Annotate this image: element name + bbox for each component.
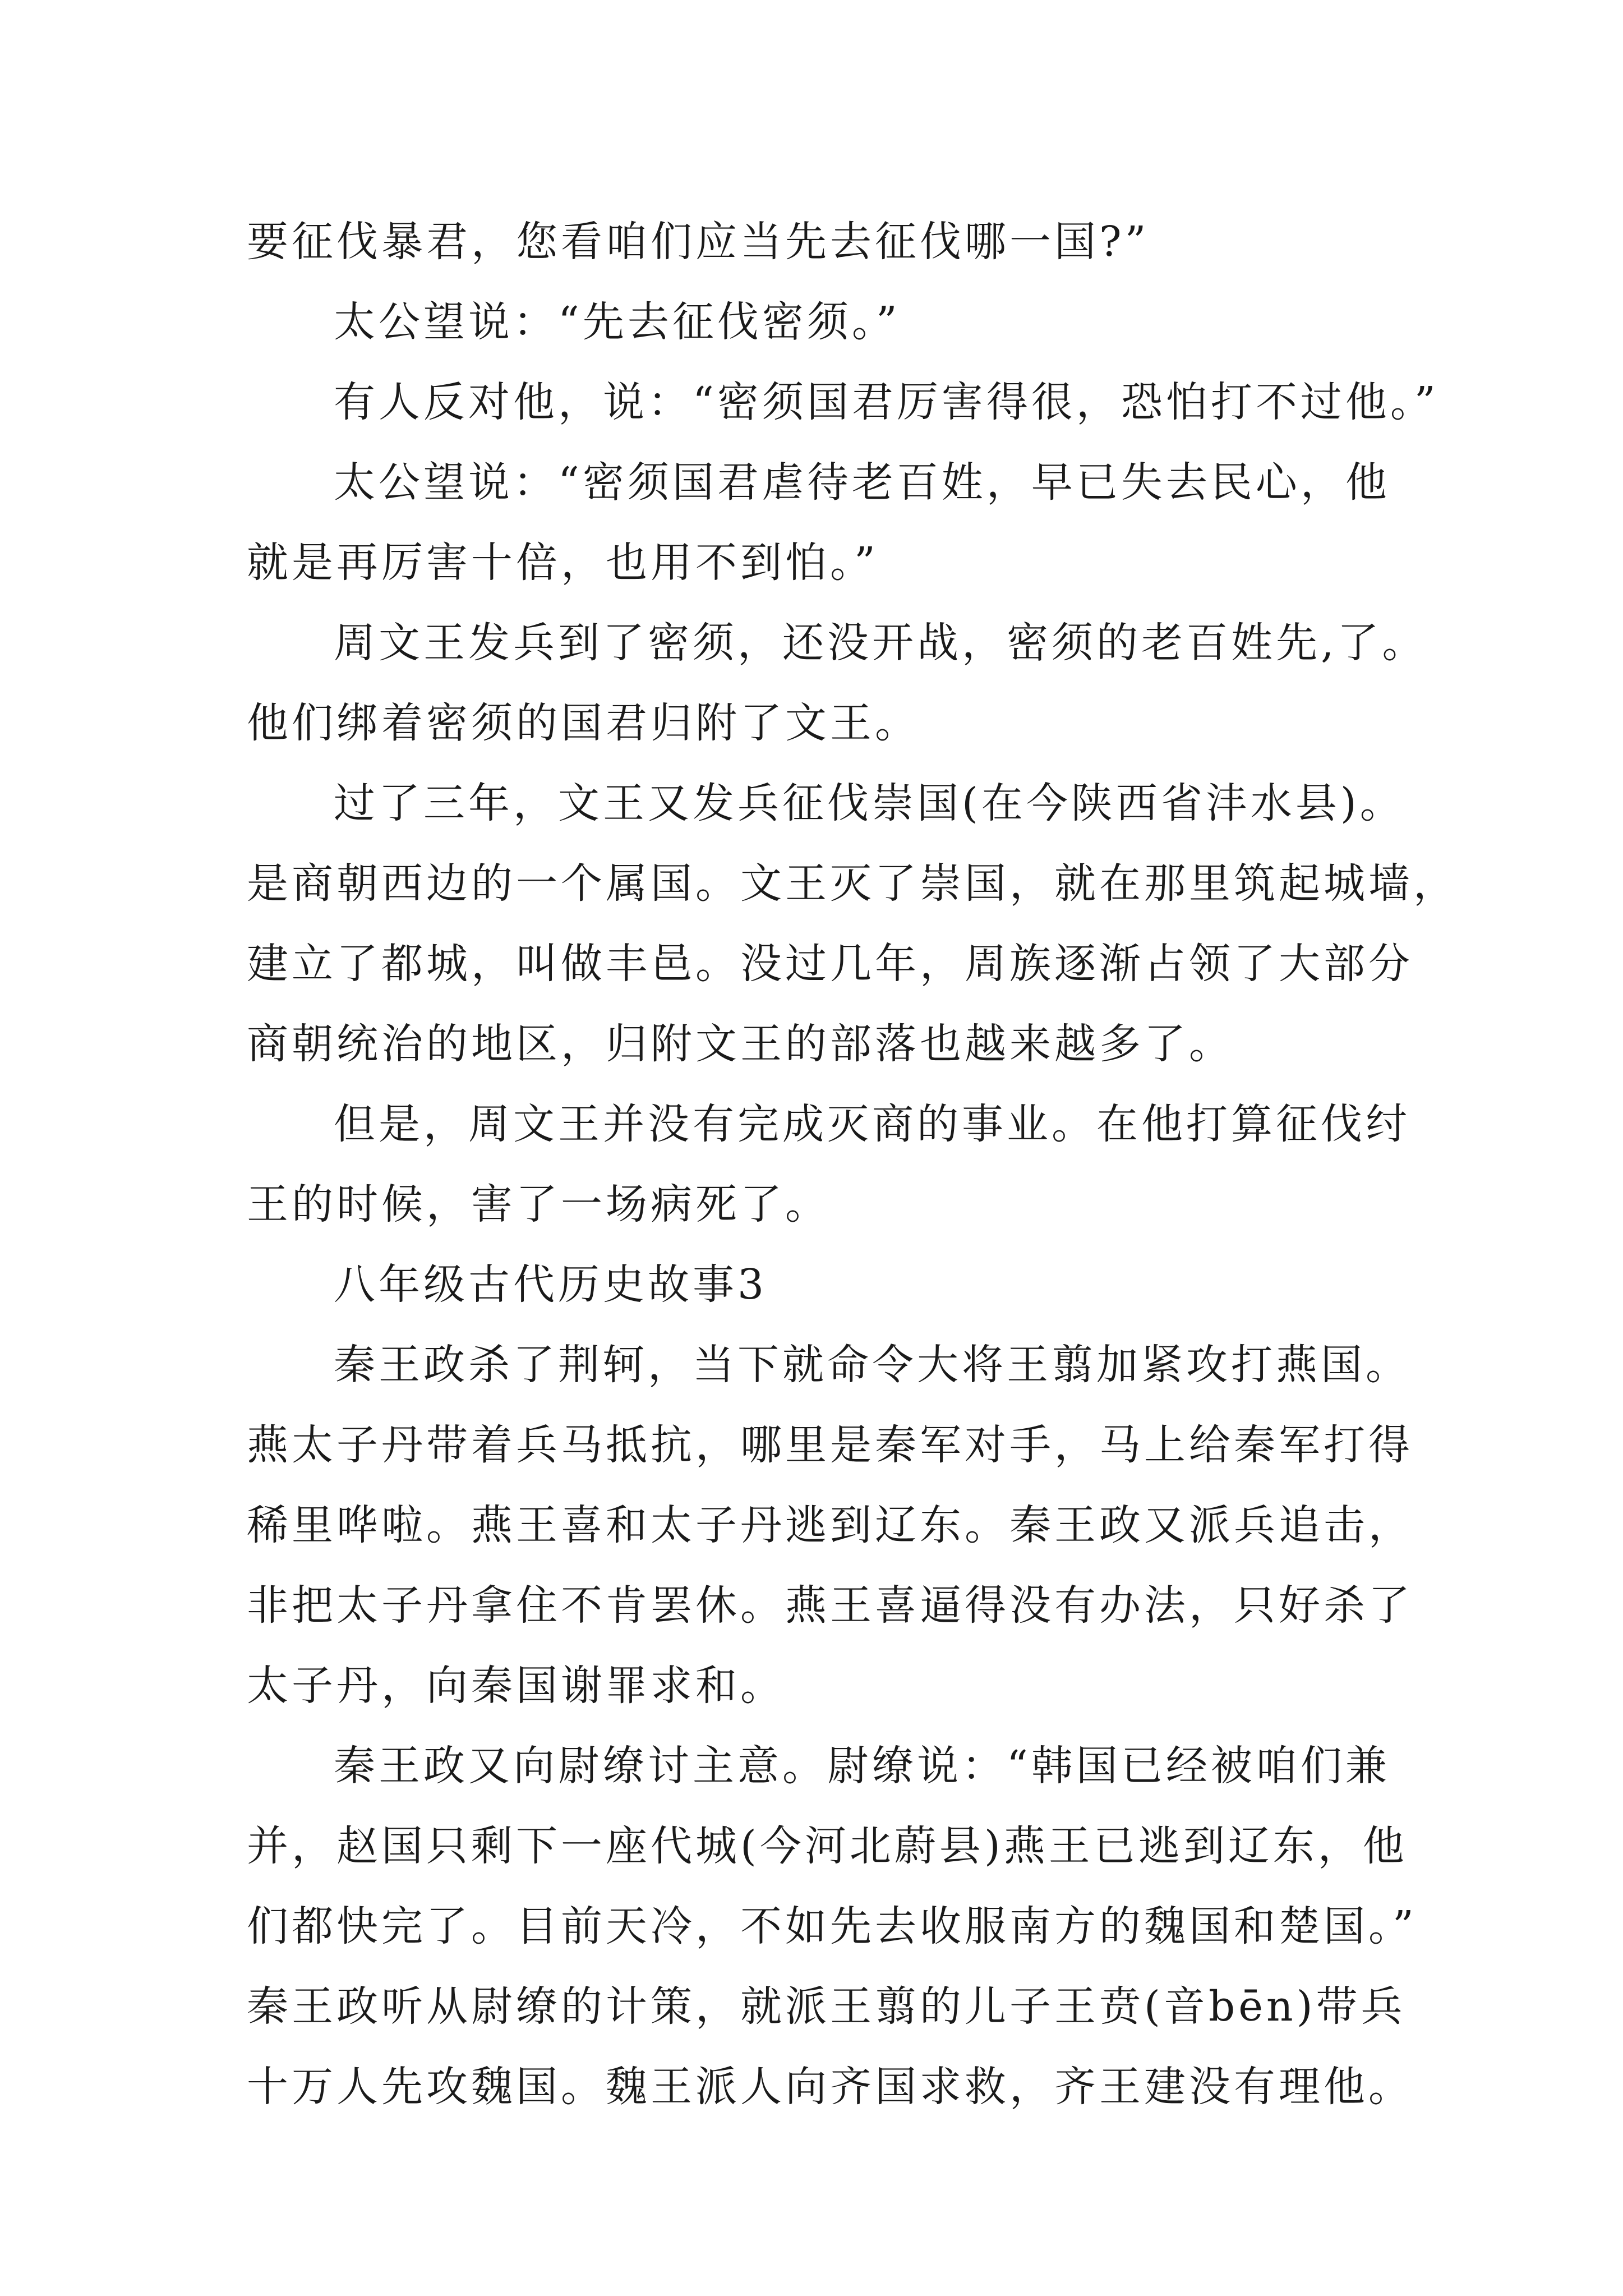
text-line: 有人反对他，说：“密须国君厉害得很，恐怕打不过他。” (334, 378, 1439, 426)
text-line: 秦王政又向尉缭讨主意。尉缭说：“韩国已经被咱们兼 (334, 1742, 1390, 1790)
text-line: 王的时候，害了一场病死了。 (247, 1180, 830, 1228)
text-line: 周文王发兵到了密须，还没开战，密须的老百姓先,了。 (334, 619, 1427, 667)
text-line: 太子丹，向秦国谢罪求和。 (247, 1662, 785, 1710)
body-text (247, 202, 1458, 2127)
text-line: 非把太子丹拿住不肯罢休。燕王喜逼得没有办法，只好杀了 (247, 1581, 1413, 1630)
text-line: 并，赵国只剩下一座代城(今河北蔚县)燕王已逃到辽东，他 (247, 1822, 1408, 1870)
text-line: 燕太子丹带着兵马抵抗，哪里是秦军对手，马上给秦军打得 (247, 1421, 1413, 1469)
text-line: 建立了都城，叫做丰邑。没过几年，周族逐渐占领了大部分 (247, 940, 1413, 988)
text-line: 十万人先攻魏国。魏王派人向齐国求救，齐王建没有理他。 (247, 2063, 1413, 2111)
text-line: 太公望说：“密须国君虐待老百姓，早已失去民心，他 (334, 458, 1390, 507)
text-line: 太公望说：“先去征伐密须。” (334, 298, 901, 346)
text-line: 秦王政听从尉缭的计策，就派王翦的儿子王贲(音bēn)带兵 (247, 1982, 1406, 2031)
text-line: 们都快完了。目前天冷，不如先去收服南方的魏国和楚国。” (247, 1902, 1417, 1950)
text-line: 过了三年，文王又发兵征伐崇国(在今陕西省沣水县)。 (334, 779, 1405, 827)
text-line: 商朝统治的地区，归附文王的部落也越来越多了。 (247, 1020, 1234, 1068)
section-heading: 八年级古代历史故事3 (334, 1260, 768, 1309)
text-line: 但是，周文王并没有完成灭商的事业。在他打算征伐纣 (334, 1100, 1410, 1148)
text-line: 稀里哗啦。燕王喜和太子丹逃到辽东。秦王政又派兵追击， (247, 1501, 1413, 1549)
text-line: 就是再厉害十倍，也用不到怕。” (247, 539, 879, 587)
text-line: 是商朝西边的一个属国。文王灭了崇国，就在那里筑起城墙， (247, 859, 1458, 908)
text-line: 要征伐暴君，您看咱们应当先去征伐哪一国?” (247, 218, 1150, 266)
text-line: 他们绑着密须的国君归附了文王。 (247, 699, 920, 747)
text-line: 秦王政杀了荆轲，当下就命令大将王翦加紧攻打燕国。 (334, 1341, 1410, 1389)
